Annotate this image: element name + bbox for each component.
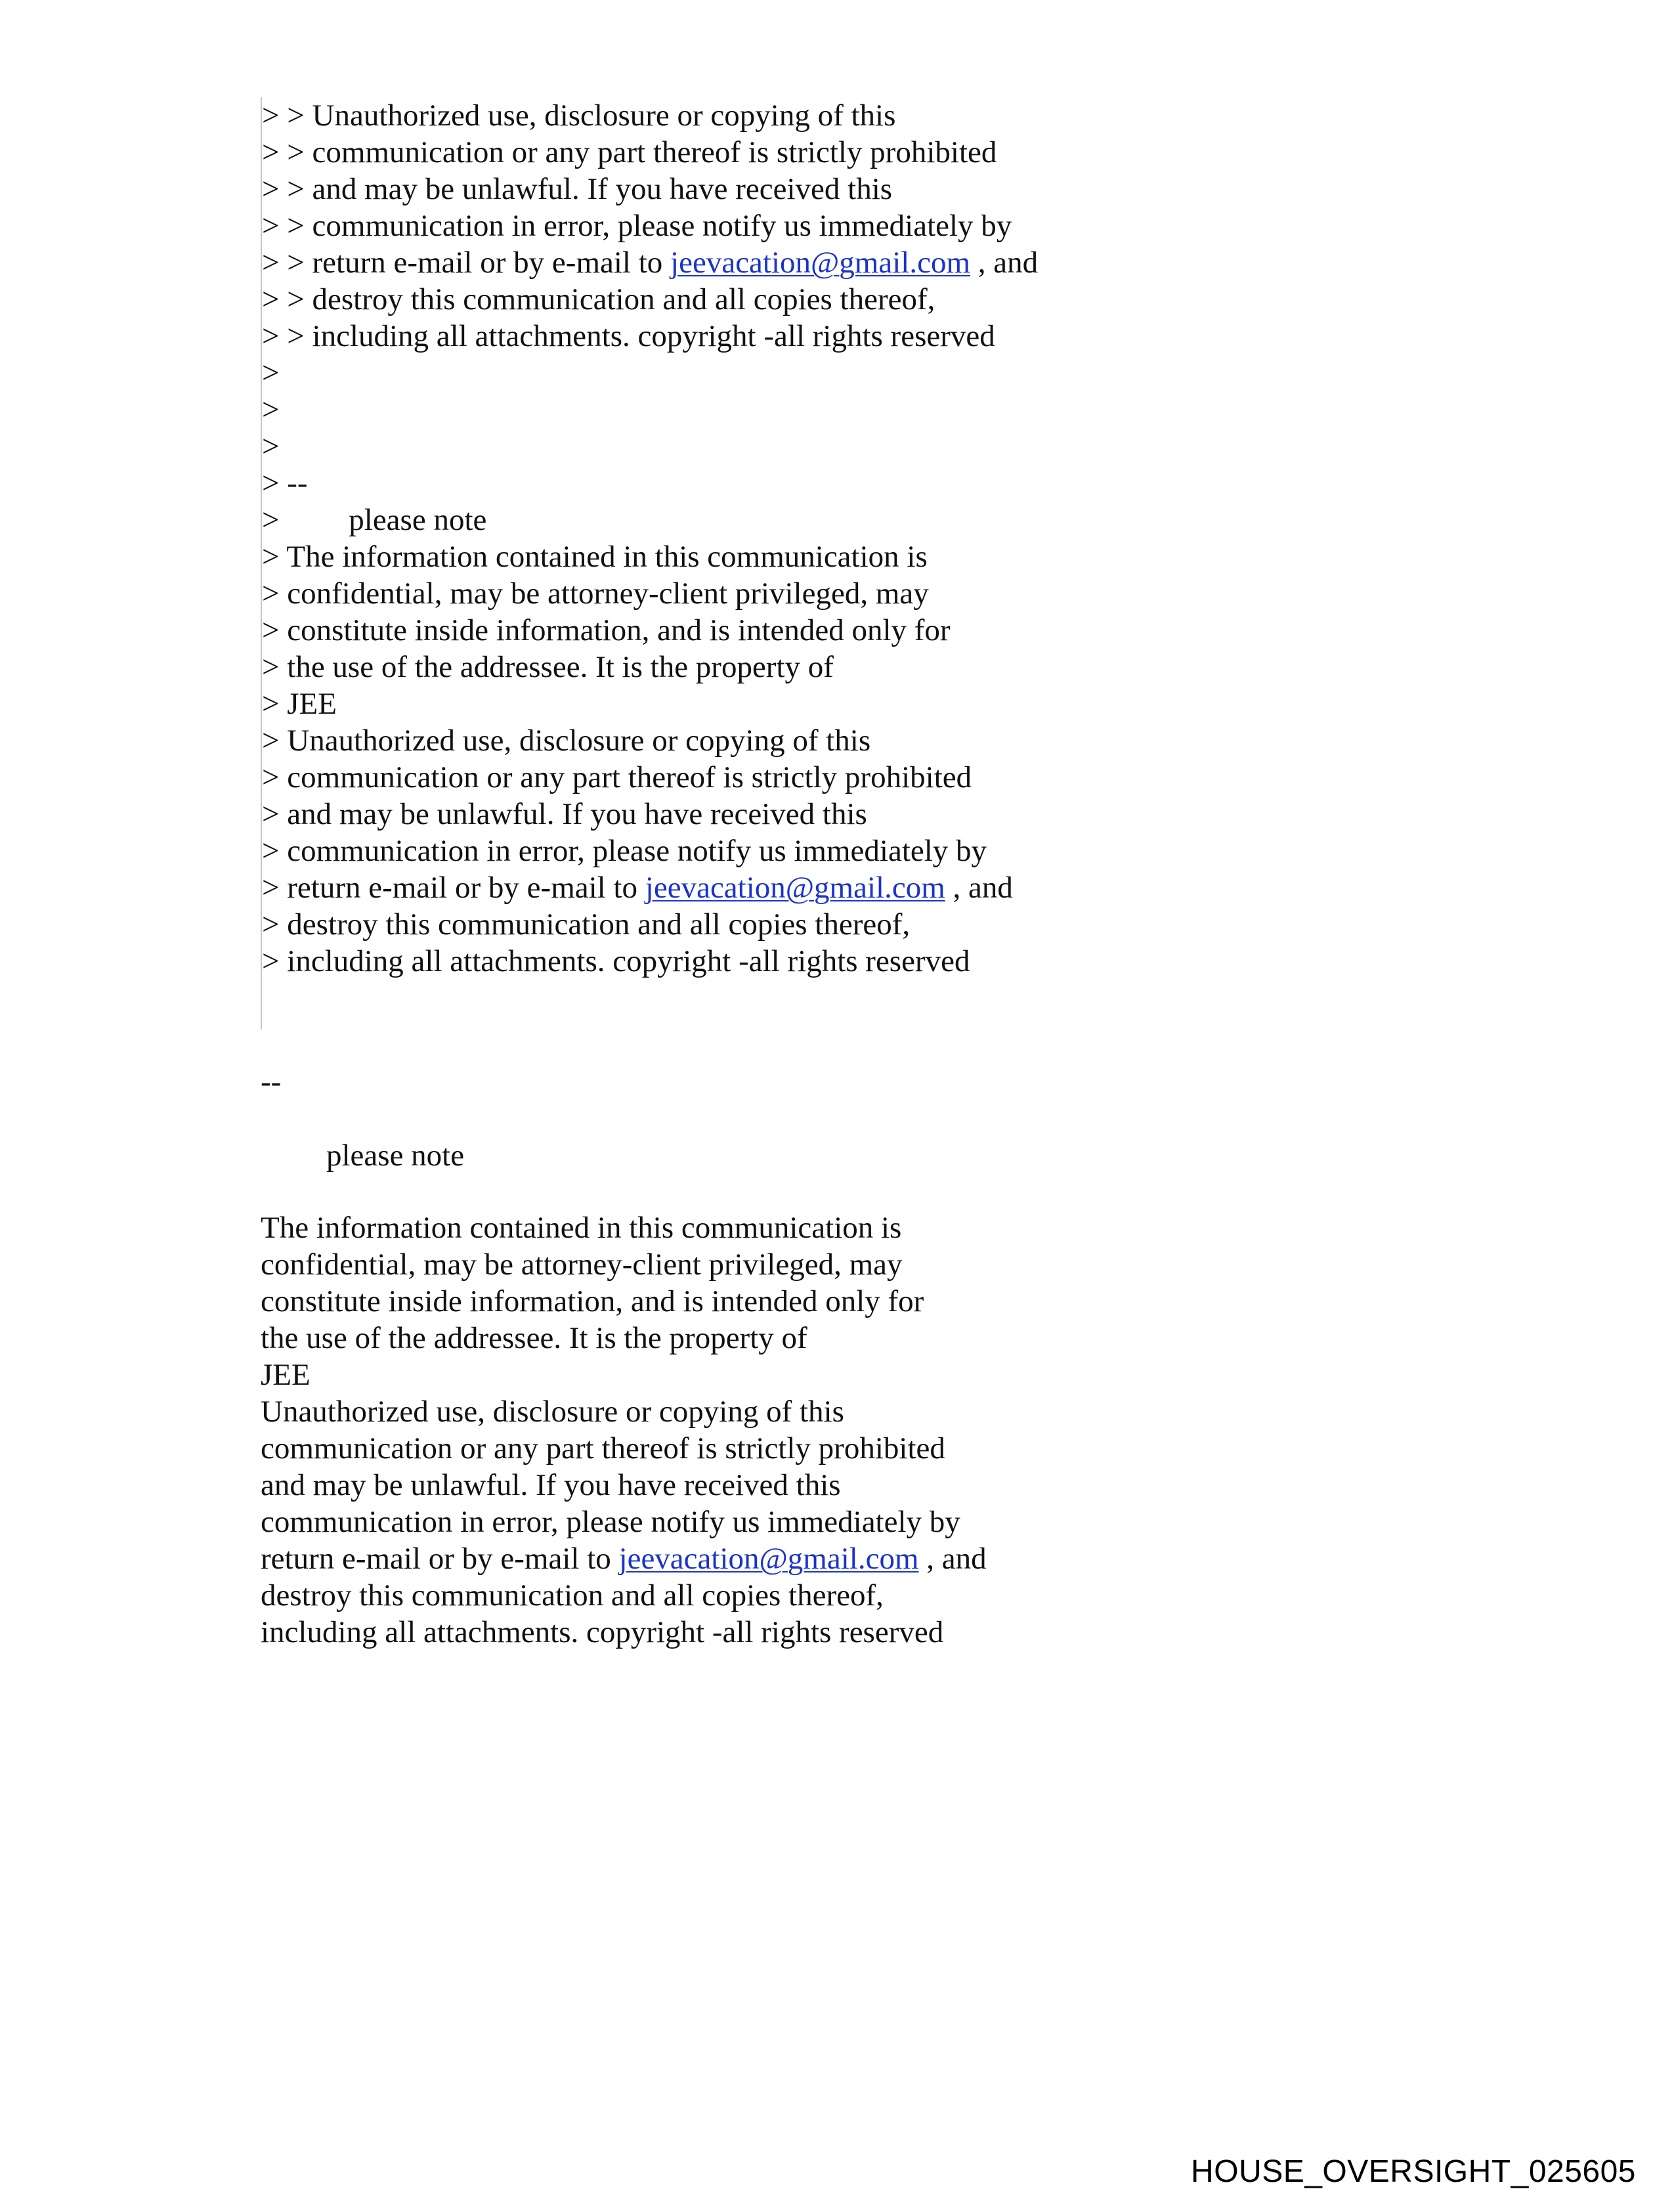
quoted-line: > > including all attachments. copyright -all rights reserved [262, 319, 995, 353]
quoted-line-suffix: , and [945, 871, 1013, 905]
quoted-line: > > communication or any part thereof is strictly prohibited [262, 135, 997, 169]
signature-line: Unauthorized use, disclosure or copying of this [261, 1395, 844, 1429]
signature-line-with-email [261, 1540, 987, 1577]
signature-line: and may be unlawful. If you have received this [261, 1468, 841, 1502]
quoted-line: > -- [262, 466, 308, 500]
quoted-line: > > Unauthorized use, disclosure or copying of this [262, 98, 896, 133]
quoted-line: > please note [262, 503, 487, 537]
quoted-reply-block [261, 97, 1247, 1030]
quoted-line: > including all attachments. copyright -all rights reserved [262, 944, 970, 978]
signature-line: confidential, may be attorney-client privileged, may [261, 1247, 903, 1282]
signature-line: JEE [261, 1358, 311, 1392]
quoted-line-with-email [262, 869, 1013, 906]
quoted-line: > destroy this communication and all copies thereof, [262, 907, 911, 942]
quoted-line-prefix: > return e-mail or by e-mail to [262, 871, 645, 905]
quoted-line: > > communication in error, please notify us immediately by [262, 209, 1012, 243]
quoted-line: > and may be unlawful. If you have received this [262, 797, 867, 831]
quoted-line: > [262, 393, 280, 427]
quoted-line-suffix: , and [970, 246, 1039, 280]
signature-line: The information contained in this communication is [261, 1211, 902, 1245]
email-link[interactable]: jeevacation@gmail.com [618, 1542, 919, 1576]
quoted-line: > the use of the addressee. It is the property of [262, 650, 834, 684]
quoted-line: > communication in error, please notify us immediately by [262, 834, 987, 868]
quoted-line-prefix: > > return e-mail or by e-mail to [262, 246, 671, 280]
signature-line-suffix: , and [918, 1542, 987, 1576]
quoted-line: > [262, 429, 280, 464]
signature-please-note: please note [326, 1139, 465, 1173]
quoted-line: > > destroy this communication and all copies thereof, [262, 282, 935, 316]
signature-separator: -- [261, 1065, 282, 1099]
signature-line: constitute inside information, and is intended only for [261, 1284, 924, 1318]
signature-line-prefix: return e-mail or by e-mail to [261, 1542, 619, 1576]
bates-number: HOUSE_OVERSIGHT_025605 [1191, 2154, 1636, 2189]
quoted-line: > confidential, may be attorney-client privileged, may [262, 576, 929, 611]
signature-line: including all attachments. copyright -all rights reserved [261, 1615, 944, 1649]
quoted-line: > [262, 356, 280, 390]
signature-line: communication or any part thereof is strictly prohibited [261, 1431, 945, 1465]
email-link[interactable]: jeevacation@gmail.com [645, 871, 945, 905]
quoted-line: > The information contained in this communication is [262, 540, 928, 574]
signature-line: communication in error, please notify us immediately by [261, 1505, 960, 1539]
signature-line: the use of the addressee. It is the property of [261, 1321, 807, 1355]
signature-line: destroy this communication and all copies thereof, [261, 1578, 884, 1613]
quoted-line: > JEE [262, 687, 337, 721]
quoted-line: > constitute inside information, and is intended only for [262, 613, 951, 647]
quoted-line: > communication or any part thereof is strictly prohibited [262, 760, 972, 794]
email-link[interactable]: jeevacation@gmail.com [670, 246, 971, 280]
quoted-line: > Unauthorized use, disclosure or copying of this [262, 724, 871, 758]
quoted-line: > > and may be unlawful. If you have received this [262, 172, 893, 206]
quoted-line-with-email [262, 244, 1038, 281]
